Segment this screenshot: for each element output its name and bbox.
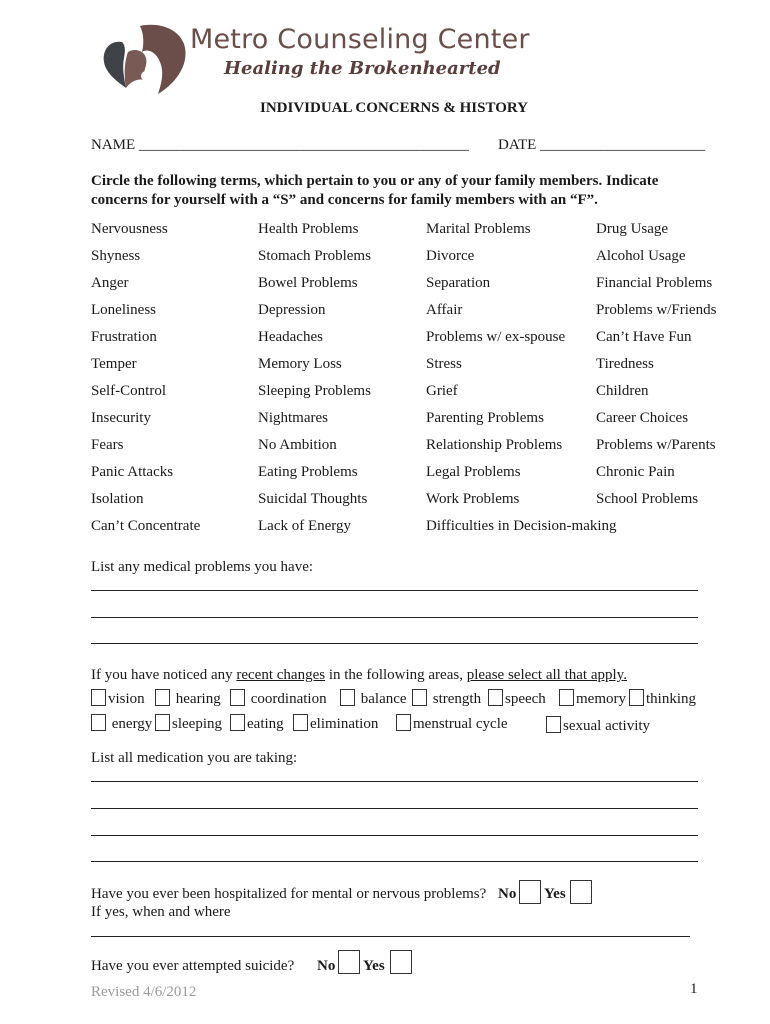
term-item[interactable]: Depression — [258, 302, 326, 318]
term-item[interactable]: Shyness — [91, 248, 141, 264]
medical-problems-label: List any medical problems you have: — [91, 559, 314, 575]
checkbox-thinking[interactable] — [629, 689, 696, 708]
tagline: Healing the Brokenhearted — [224, 58, 501, 79]
date-field[interactable] — [498, 137, 705, 154]
checkbox-memory[interactable] — [559, 689, 626, 708]
term-item[interactable]: Grief — [426, 383, 458, 399]
hospitalized-no-label: No — [498, 886, 517, 902]
org-name: Metro Counseling Center — [190, 24, 530, 55]
term-item[interactable]: Drug Usage — [596, 221, 669, 237]
checkbox-vision[interactable] — [91, 689, 145, 708]
term-item[interactable]: Divorce — [426, 248, 475, 264]
term-item[interactable]: Can’t Have Fun — [596, 329, 692, 345]
checkbox-sexual-activity[interactable] — [546, 716, 650, 735]
term-item[interactable]: Marital Problems — [426, 221, 531, 237]
term-item[interactable]: Stress — [426, 356, 462, 372]
checkbox-label: coordination — [250, 691, 327, 707]
term-item[interactable]: Affair — [426, 302, 463, 318]
checkbox-icon[interactable] — [155, 689, 170, 706]
term-item[interactable]: Loneliness — [91, 302, 156, 318]
hospitalized-followup: If yes, when and where — [91, 904, 231, 920]
term-item[interactable]: Frustration — [91, 329, 157, 345]
term-item[interactable]: Health Problems — [258, 221, 359, 237]
term-item[interactable]: Problems w/Friends — [596, 302, 717, 318]
page-number: 1 — [690, 981, 698, 997]
medication-line-4[interactable] — [91, 861, 698, 862]
checkbox-icon[interactable] — [155, 714, 170, 731]
checkbox-icon[interactable] — [559, 689, 574, 706]
checkbox-label: sexual activity — [563, 718, 651, 734]
checkbox-icon[interactable] — [396, 714, 411, 731]
hospitalized-line[interactable] — [91, 936, 690, 937]
checkbox-energy[interactable] — [91, 714, 152, 733]
date-label: DATE — [498, 137, 537, 153]
term-item[interactable]: Separation — [426, 275, 491, 291]
term-item[interactable]: Stomach Problems — [258, 248, 371, 264]
checkbox-icon[interactable] — [91, 714, 106, 731]
date-line: ______________________ — [540, 137, 706, 153]
checkbox-elimination[interactable] — [293, 714, 378, 733]
name-field[interactable] — [91, 137, 469, 154]
medication-line-1[interactable] — [91, 781, 698, 782]
checkbox-label: balance — [360, 691, 407, 707]
term-item[interactable]: Relationship Problems — [426, 437, 563, 453]
checkbox-coordination[interactable] — [230, 689, 327, 708]
term-item[interactable]: Alcohol Usage — [596, 248, 686, 264]
term-item[interactable]: Tiredness — [596, 356, 654, 372]
page-title: INDIVIDUAL CONCERNS & HISTORY — [260, 100, 528, 116]
checkbox-label: strength — [432, 691, 482, 707]
checkbox-speech[interactable] — [488, 689, 546, 708]
checkbox-balance[interactable] — [340, 689, 407, 708]
checkbox-icon[interactable] — [293, 714, 308, 731]
changes-middle: in the following areas, — [325, 667, 467, 683]
term-item[interactable]: Difficulties in Decision-making — [426, 518, 617, 534]
term-item[interactable]: School Problems — [596, 491, 699, 507]
term-item[interactable]: Isolation — [91, 491, 144, 507]
term-item[interactable]: No Ambition — [258, 437, 337, 453]
checkbox-icon[interactable] — [488, 689, 503, 706]
term-item[interactable]: Financial Problems — [596, 275, 713, 291]
term-item[interactable]: Suicidal Thoughts — [258, 491, 368, 507]
checkbox-label: thinking — [646, 691, 697, 707]
changes-prefix: If you have noticed any — [91, 667, 237, 683]
hospitalized-no-checkbox[interactable] — [519, 880, 541, 904]
checkbox-icon[interactable] — [629, 689, 644, 706]
checkbox-icon[interactable] — [340, 689, 355, 706]
hospitalized-yes-label: Yes — [544, 886, 566, 902]
checkbox-label: energy — [111, 716, 153, 732]
checkbox-icon[interactable] — [412, 689, 427, 706]
checkbox-hearing[interactable] — [155, 689, 221, 708]
medical-line-1[interactable] — [91, 590, 698, 591]
term-item[interactable]: Eating Problems — [258, 464, 358, 480]
medication-line-2[interactable] — [91, 808, 698, 809]
name-line: ____________________________________________ — [138, 137, 469, 153]
suicide-question: Have you ever attempted suicide? — [91, 958, 295, 974]
term-item[interactable]: Panic Attacks — [91, 464, 174, 480]
hospitalized-yes-checkbox[interactable] — [570, 880, 592, 904]
term-item[interactable]: Work Problems — [426, 491, 520, 507]
term-item[interactable]: Parenting Problems — [426, 410, 544, 426]
term-item[interactable]: Temper — [91, 356, 137, 372]
hospitalized-question: Have you ever been hospitalized for mental or nervous problems? — [91, 886, 487, 902]
term-item[interactable]: Nightmares — [258, 410, 328, 426]
suicide-no-label: No — [317, 958, 336, 974]
checkbox-label: sleeping — [172, 716, 222, 732]
suicide-no-checkbox[interactable] — [338, 950, 360, 974]
checkbox-icon[interactable] — [230, 689, 245, 706]
changes-suffix: . — [623, 667, 627, 683]
medication-line-3[interactable] — [91, 835, 698, 836]
checkbox-menstrual-cycle[interactable] — [396, 714, 508, 733]
checkbox-eating[interactable] — [230, 714, 284, 733]
checkbox-label: menstrual cycle — [413, 716, 508, 732]
term-item[interactable]: Chronic Pain — [596, 464, 675, 480]
revised-date: Revised 4/6/2012 — [91, 984, 197, 1000]
checkbox-label: memory — [576, 691, 626, 707]
term-item[interactable]: Insecurity — [91, 410, 151, 426]
checkbox-sleeping[interactable] — [155, 714, 222, 733]
checkbox-icon[interactable] — [230, 714, 245, 731]
changes-underlined-1: recent changes — [236, 667, 326, 683]
medication-label: List all medication you are taking: — [91, 750, 298, 766]
checkbox-label: eating — [247, 716, 284, 732]
medical-line-2[interactable] — [91, 617, 698, 618]
term-item[interactable]: Self-Control — [91, 383, 166, 399]
term-item[interactable]: Lack of Energy — [258, 518, 352, 534]
term-item[interactable]: Bowel Problems — [258, 275, 358, 291]
term-item[interactable]: Career Choices — [596, 410, 689, 426]
term-item[interactable]: Anger — [91, 275, 129, 291]
term-item[interactable]: Nervousness — [91, 221, 168, 237]
term-item[interactable]: Sleeping Problems — [258, 383, 371, 399]
medical-line-3[interactable] — [91, 643, 698, 644]
changes-underlined-2: please select all that apply — [466, 667, 624, 683]
suicide-yes-checkbox[interactable] — [390, 950, 412, 974]
term-item[interactable]: Can’t Concentrate — [91, 518, 201, 534]
checkbox-strength[interactable] — [412, 689, 481, 708]
checkbox-label: speech — [505, 691, 546, 707]
term-item[interactable]: Headaches — [258, 329, 323, 345]
checkbox-label: vision — [108, 691, 145, 707]
instructions: Circle the following terms, which pertain to you or any of your family members. Indicate concerns for yourself with a “S” and concerns for family members with an “F”. — [91, 173, 659, 208]
term-item[interactable]: Memory Loss — [258, 356, 342, 372]
term-item[interactable]: Problems w/Parents — [596, 437, 716, 453]
checkbox-label: elimination — [310, 716, 379, 732]
term-item[interactable]: Fears — [91, 437, 124, 453]
checkbox-icon[interactable] — [546, 716, 561, 733]
recent-changes-prompt — [91, 667, 627, 684]
term-item[interactable]: Children — [596, 383, 649, 399]
term-item[interactable]: Problems w/ ex-spouse — [426, 329, 566, 345]
suicide-yes-label: Yes — [363, 958, 385, 974]
checkbox-icon[interactable] — [91, 689, 106, 706]
name-label: NAME — [91, 137, 136, 153]
logo-icon — [100, 22, 190, 97]
checkbox-label: hearing — [175, 691, 221, 707]
term-item[interactable]: Legal Problems — [426, 464, 521, 480]
